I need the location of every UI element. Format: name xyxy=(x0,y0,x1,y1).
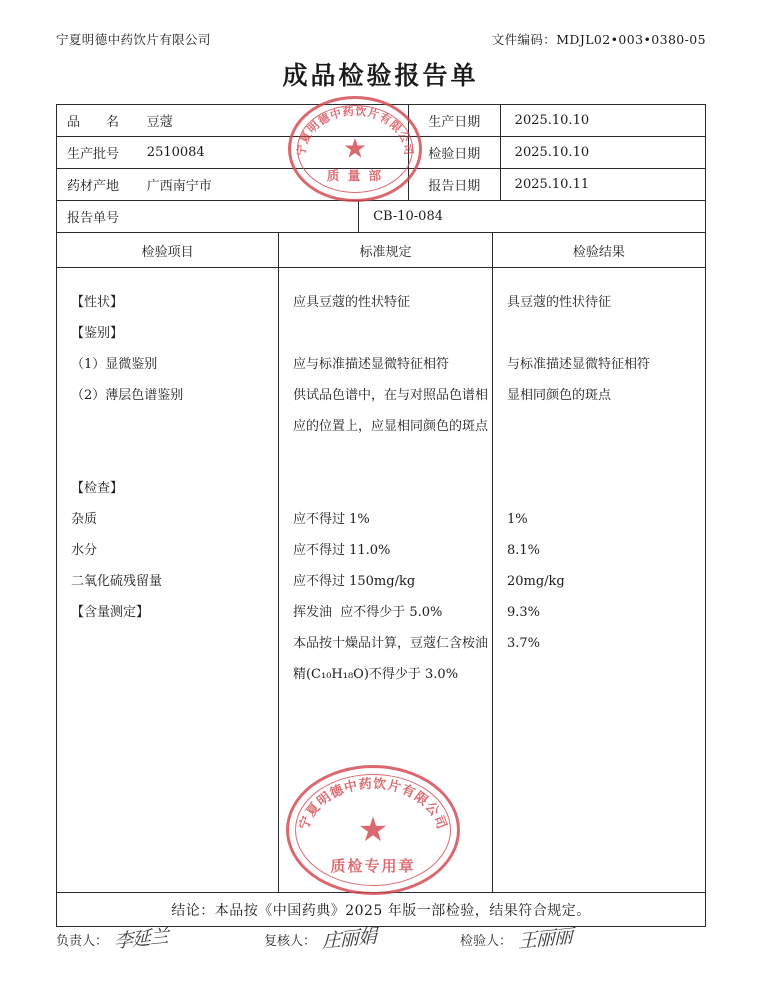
standard-line: 应不得过 1% xyxy=(292,512,370,527)
info-value-date-1: 2025.10.10 xyxy=(500,105,705,136)
document-number-label: 文件编码： xyxy=(491,32,557,47)
table-row xyxy=(57,201,705,233)
report-no-label: 报告单号 xyxy=(67,211,120,226)
result-line xyxy=(507,325,693,356)
result-line xyxy=(507,449,693,480)
info-spacer-2 xyxy=(278,133,408,168)
test-items-column xyxy=(57,268,278,892)
test-item: 杂质 xyxy=(71,512,98,527)
star-icon: ★ xyxy=(342,133,368,165)
test-item: （1）显微鉴别 xyxy=(71,357,158,372)
stamp-arc-label: 宁夏明德中药饮片有限公司 xyxy=(294,104,416,157)
standard-line: 应的位置上，应显相同颜色的斑点 xyxy=(292,419,488,434)
result-line: 显相同颜色的斑点 xyxy=(506,388,611,403)
info-spacer-3 xyxy=(278,169,408,200)
test-item: 二氧化硫残留量 xyxy=(71,574,163,589)
signature-row xyxy=(56,925,706,953)
stamp-arc-label: 宁夏明德中药饮片有限公司 xyxy=(296,776,450,833)
signature-block-reviewer xyxy=(264,925,460,953)
result-line: 与标准描述显微特征相符 xyxy=(506,357,650,372)
signature-block-inspector xyxy=(460,925,660,953)
standard-line: 本品按十燥品计算，豆蔻仁含桉油 xyxy=(292,636,488,651)
test-item: 【鉴别】 xyxy=(71,326,124,341)
info-value-date-3: 2025.10.11 xyxy=(500,169,705,200)
table-header-row xyxy=(57,233,705,268)
results-column xyxy=(492,268,705,892)
result-line: 3.7% xyxy=(506,636,540,651)
test-item: 【含量测定】 xyxy=(71,605,150,620)
signature-handwriting: 庄丽娟 xyxy=(322,925,376,953)
result-line: 具豆蔻的性状待征 xyxy=(506,295,611,310)
standard-line xyxy=(293,449,480,480)
signature-handwriting: 王丽丽 xyxy=(518,925,572,953)
conclusion-text: 结论：本品按《中国药典》2025 年版一部检验，结果符合规定。 xyxy=(171,902,591,919)
info-value-3: 广西南宁市 xyxy=(146,179,212,194)
result-line: 1% xyxy=(506,512,528,527)
table-row xyxy=(57,105,705,137)
test-item: （2）薄层色谱鉴别 xyxy=(71,388,184,403)
test-item xyxy=(71,666,266,697)
test-item xyxy=(71,418,266,449)
signature-label: 检验人： xyxy=(460,934,513,949)
result-line xyxy=(507,666,693,697)
star-icon: ★ xyxy=(357,810,389,850)
report-table xyxy=(56,104,706,927)
info-label-date-3: 报告日期 xyxy=(408,169,500,200)
info-value-date-2: 2025.10.10 xyxy=(500,137,705,168)
result-line xyxy=(507,480,693,511)
result-line: 20mg/kg xyxy=(506,574,565,589)
column-header-standard: 标准规定 xyxy=(278,233,491,267)
info-label-2: 生产批号 xyxy=(67,147,120,162)
test-item xyxy=(71,449,266,480)
info-label-3: 药材产地 xyxy=(67,179,120,194)
standard-line: 应不得过 11.0% xyxy=(292,543,391,558)
page-title: 成品检验报告单 xyxy=(282,61,479,90)
test-body xyxy=(57,268,705,893)
signature-block-responsible xyxy=(56,925,264,953)
result-line: 8.1% xyxy=(506,543,540,558)
test-item: 【检查】 xyxy=(71,481,124,496)
column-header-item: 检验项目 xyxy=(141,244,194,260)
column-header-result: 检验结果 xyxy=(492,233,705,267)
result-line: 9.3% xyxy=(506,605,540,620)
info-label-date-1: 生产日期 xyxy=(408,105,500,136)
standards-column xyxy=(278,268,492,892)
standard-line xyxy=(293,480,480,511)
test-item: 【性状】 xyxy=(71,295,124,310)
company-name: 宁夏明德中药饮片有限公司 xyxy=(56,32,211,47)
document-number-value: MDJL02•003•0380-05 xyxy=(556,32,706,47)
test-item: 水分 xyxy=(71,543,98,558)
info-value-1: 豆蔻 xyxy=(146,115,173,130)
table-row xyxy=(57,133,705,169)
stamp-bottom-label: 质 量 部 xyxy=(326,168,384,183)
standard-line: 精(C₁₀H₁₈O)不得少于 3.0% xyxy=(292,667,459,682)
signature-label: 复核人： xyxy=(264,934,317,949)
report-no-value: CB-10-084 xyxy=(358,201,705,232)
info-spacer-1 xyxy=(278,105,408,136)
stamp-bottom-label: 质检专用章 xyxy=(330,856,416,875)
info-label-date-2: 检验日期 xyxy=(408,137,500,168)
table-row xyxy=(57,893,705,927)
standard-line: 应与标准描述显微特征相符 xyxy=(292,357,449,372)
standard-line: 挥发油 应不得少于 5.0% xyxy=(292,605,443,620)
info-value-2: 2510084 xyxy=(146,145,205,160)
test-item xyxy=(71,635,266,666)
standard-line: 供试品色谱中，在与对照品色谱相 xyxy=(292,388,488,403)
document-number xyxy=(492,30,706,48)
report-no-spacer xyxy=(137,201,358,232)
result-line xyxy=(507,418,693,449)
table-row xyxy=(57,169,705,201)
document-header xyxy=(56,30,706,48)
standard-line xyxy=(293,325,480,356)
signature-label: 负责人： xyxy=(56,934,109,949)
standard-line: 应不得过 150mg/kg xyxy=(292,574,416,589)
info-label-1: 品 名 xyxy=(67,115,120,130)
signature-handwriting: 李延兰 xyxy=(114,925,168,953)
standard-line: 应具豆蔻的性状特征 xyxy=(292,295,410,310)
